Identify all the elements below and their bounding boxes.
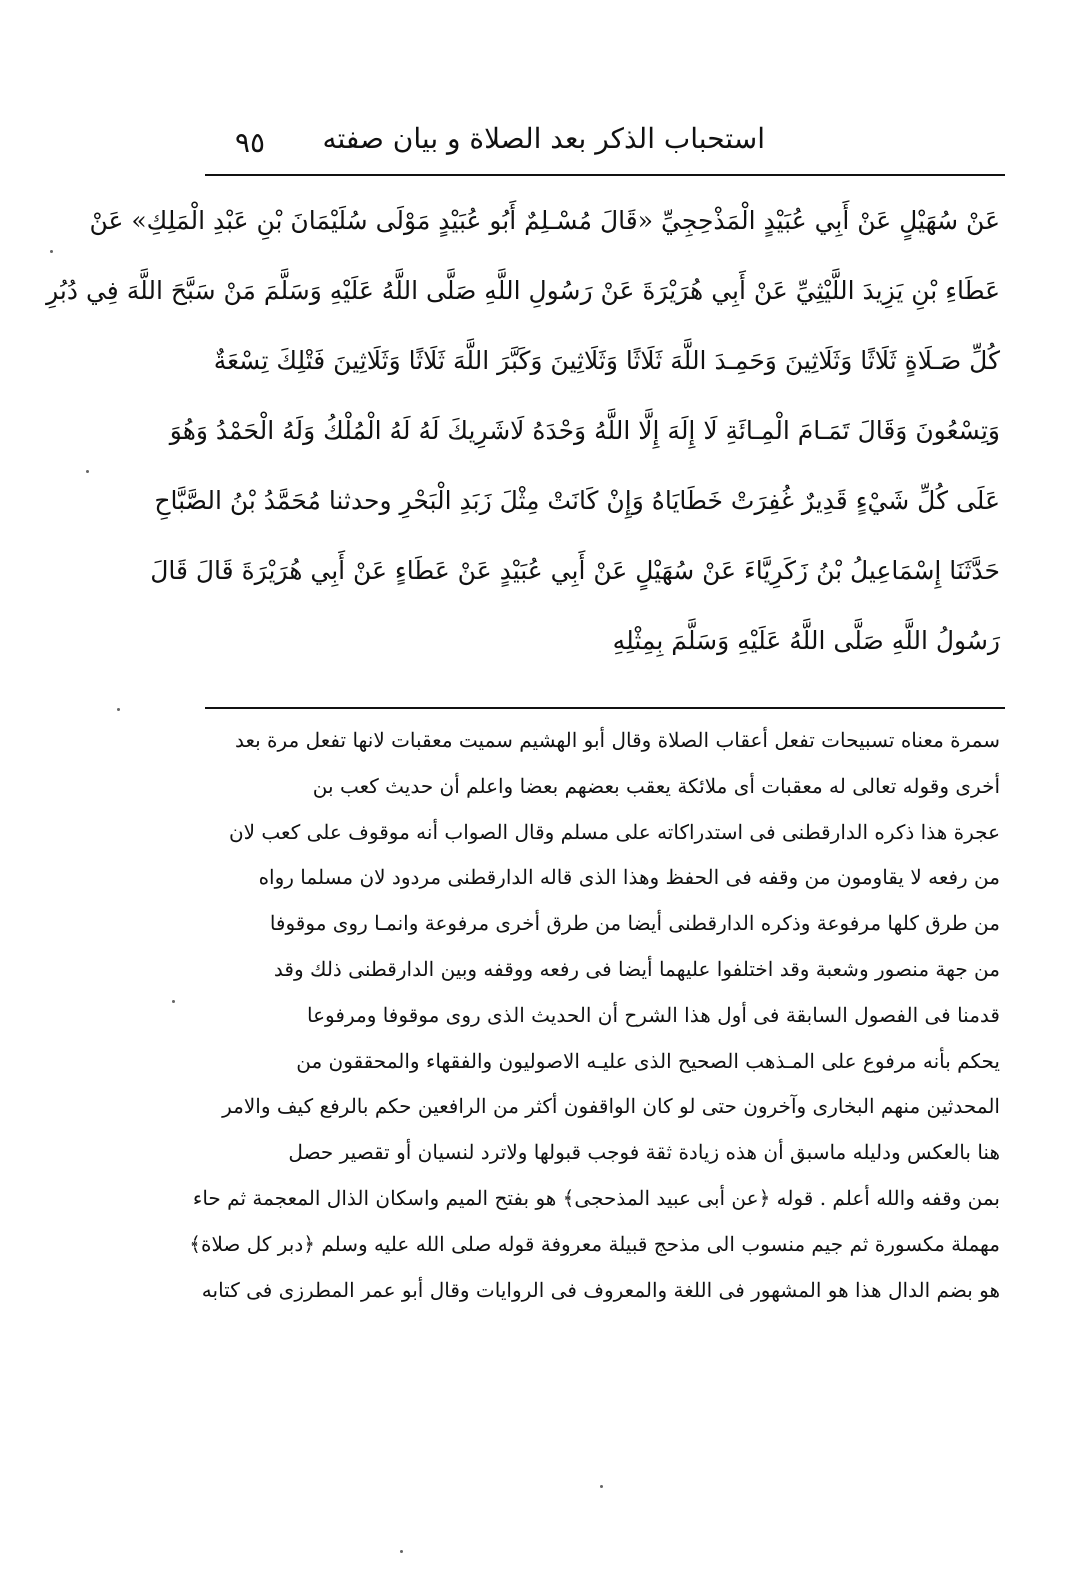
hadith-line: عَنْ سُهَيْلٍ عَنْ أَبِي عُبَيْدٍ الْمَذْحِجِيِّ «قَالَ مُسْـلِمٌ أَبُو عُبَيْدٍ مَوْلَى سُلَيْمَانَ بْنِ عَبْدِ الْمَلِكِ» عَنْ: [89, 206, 1000, 235]
page-header: [205, 112, 1005, 162]
commentary-line: مهملة مكسورة ثم جيم منسوب الى مذحج قبيلة معروفة قوله صلى الله عليه وسلم ﴿دبر كل صلاة﴾: [189, 1231, 1000, 1256]
commentary-line: من رفعه لا يقاومون من وقفه فى الحفظ وهذا الذى قاله الدارقطنى مردود لان مسلما رواه: [258, 865, 1000, 890]
hadith-line: عَطَاءِ بْنِ يَزِيدَ اللَّيْثِيِّ عَنْ أَبِي هُرَيْرَةَ عَنْ رَسُولِ اللَّهِ صَلَّى اللَّهُ عَلَيْهِ وَسَلَّمَ مَنْ سَبَّحَ اللَّهَ فِي دُبُرِ: [46, 276, 1000, 305]
hadith-line: وَتِسْعُونَ وَقَالَ تَمَـامَ الْمِـائَةِ لَا إِلَهَ إِلَّا اللَّهُ وَحْدَهُ لَاشَرِيكَ لَهُ لَهُ الْمُلْكُ وَلَهُ الْحَمْدُ وَهُوَ: [169, 416, 1000, 445]
commentary-line: سمرة معناه تسبيحات تفعل أعقاب الصلاة وقال أبو الهشيم سميت معقبات لانها تفعل مرة بعد: [234, 728, 1000, 752]
commentary-line: هنا بالعكس ودليله ماسبق أن هذه زيادة ثقة فوجب قبولها ولاترد لنسيان أو تقصير حصل: [288, 1140, 1000, 1165]
hadith-line: عَلَى كُلِّ شَيْءٍ قَدِيرٌ غُفِرَتْ خَطَايَاهُ وَإِنْ كَانَتْ مِثْلَ زَبَدِ الْبَحْرِ وحدثنا مُحَمَّدُ بْنُ الصَّبَّاحِ: [154, 486, 1000, 515]
running-title: استحباب الذكر بعد الصلاة و بيان صفته: [322, 122, 765, 155]
commentary-line: هو بضم الدال هذا هو المشهور فى اللغة والمعروف فى الروايات وقال أبو عمر المطرزى فى كتابه: [201, 1277, 1000, 1302]
scan-speck: [400, 1550, 403, 1553]
scan-speck: [86, 470, 89, 473]
commentary-line: بمن وقفه والله أعلم . قوله ﴿عن أبى عبيد المذحجى﴾ هو بفتح الميم واسكان الذال المعجمة ثم حاء: [192, 1185, 1000, 1210]
hadith-line: رَسُولُ اللَّهِ صَلَّى اللَّهُ عَلَيْهِ وَسَلَّمَ بِمِثْلِهِ: [612, 626, 1000, 655]
commentary-line: من طرق كلها مرفوعة وذكره الدارقطنى أيضا من طرق أخرى مرفوعة وانمـا روى موقوفا: [269, 911, 1000, 936]
hadith-line: حَدَّثَنَا إِسْمَاعِيلُ بْنُ زَكَرِيَّاءَ عَنْ سُهَيْلٍ عَنْ أَبِي عُبَيْدٍ عَنْ عَطَاءٍ عَنْ أَبِي هُرَيْرَةَ قَالَ قَالَ: [150, 556, 1000, 585]
hadith-text: [46, 186, 1000, 676]
scan-speck: [117, 708, 120, 711]
hadith-line: كُلِّ صَـلَاةٍ ثَلَاثًا وَثَلَاثِينَ وَحَمِـدَ اللَّهَ ثَلَاثًا وَثَلَاثِينَ وَكَبَّرَ اللَّهَ ثَلَاثًا وَثَلَاثِينَ فَتْلِكَ تِسْعَةٌ: [213, 346, 1000, 375]
commentary-line: المحدثين منهم البخارى وآخرون حتى لو كان الواقفون أكثر من الرافعين حكم بالرفع كيف والامر: [222, 1094, 1000, 1119]
commentary-line: عجرة هذا ذكره الدارقطنى فى استدراكاته على مسلم وقال الصواب أنه موقوف على كعب لان: [228, 819, 1000, 844]
scan-speck: [50, 250, 53, 253]
scan-speck: [172, 1000, 175, 1003]
scan-speck: [600, 1485, 603, 1488]
commentary-text: [189, 718, 1000, 1313]
commentary-line: أخرى وقوله تعالى له معقبات أى ملائكة يعقب بعضهم بعضا واعلم أن حديث كعب بن: [312, 773, 1000, 798]
header-rule: [205, 174, 1005, 176]
section-divider: [205, 707, 1005, 709]
page-number: ٩٥: [235, 126, 266, 159]
commentary-line: يحكم بأنه مرفوع على المـذهب الصحيح الذى عليـه الاصوليون والفقهاء والمحققون من: [296, 1048, 1000, 1073]
commentary-line: قدمنا فى الفصول السابقة فى أول هذا الشرح أن الحديث الذى روى موقوفا ومرفوعا: [307, 1002, 1000, 1027]
commentary-line: من جهة منصور وشعبة وقد اختلفوا عليهما أيضا فى رفعه ووقفه وبين الدارقطنى ذلك وقد: [273, 956, 1000, 981]
